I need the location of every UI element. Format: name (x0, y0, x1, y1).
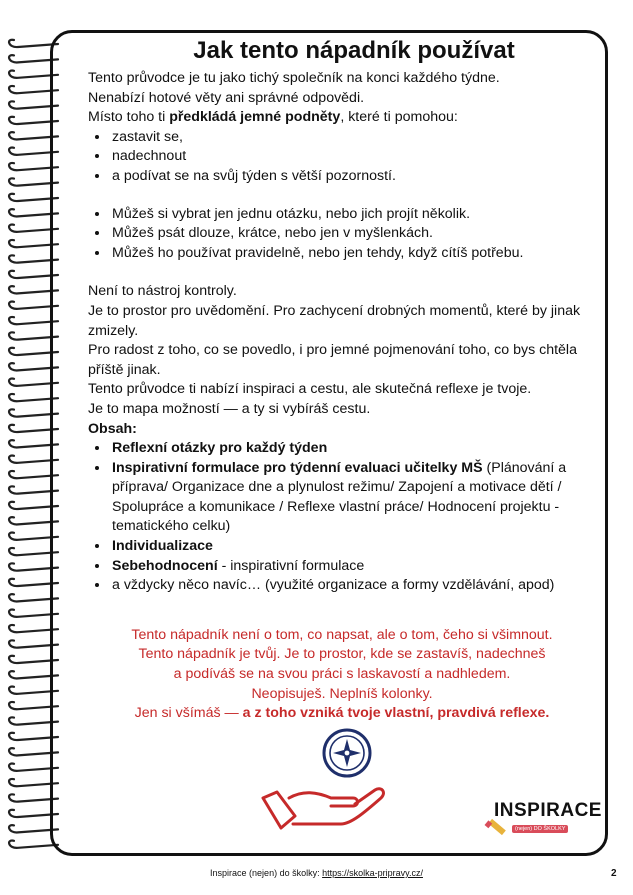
intro-line: Místo toho ti předkládá jemné podněty, které ti pomohou: (88, 109, 458, 126)
contents-item: • Individualizace (110, 537, 596, 557)
closing-line: Tento nápadník je tvůj. Je to prostor, kde se zastavíš, nadechneš (138, 646, 546, 663)
list-item: • Můžeš psát dlouze, krátce, nebo jen v myšlenkách. (110, 224, 596, 244)
list-item: • zastavit se, (110, 128, 596, 148)
page-footer (0, 868, 633, 878)
logo-wordmark: INSPIRACE (494, 800, 602, 821)
list-item: • Můžeš si vybrat jen jednu otázku, nebo jich projít několik. (110, 205, 596, 225)
closing-line: Jen si všímáš — a z toho vzniká tvoje vlastní, pravdivá reflexe. (134, 705, 550, 722)
contents-list (88, 439, 596, 596)
usage-options-list (88, 205, 596, 264)
contents-item: • a vždycky něco navíc… (využité organizace a formy vzdělávání, apod) (110, 576, 596, 596)
contents-heading: Obsah: (88, 420, 137, 437)
paragraph-line: Není to nástroj kontroly. (88, 283, 237, 300)
list-item: • nadechnout (110, 147, 596, 167)
inspirace-logo (484, 800, 602, 848)
compass-in-hand-illustration (255, 728, 395, 843)
reflection-steps-list (88, 128, 596, 187)
list-item: • a podívat se na svůj týden s větší pozorností. (110, 167, 596, 187)
paragraph-line: Je to prostor pro uvědomění. Pro zachycení drobných momentů, které by jinak zmizely. (88, 302, 581, 339)
contents-item: • Sebehodnocení - inspirativní formulace (110, 557, 596, 577)
intro-line: Tento průvodce je tu jako tichý společník na konci každého týdne. (88, 70, 500, 86)
intro-line: Nenabízí hotové věty ani správné odpovědi. (88, 89, 365, 106)
open-hand-icon (263, 789, 383, 828)
pencil-icon (484, 818, 510, 840)
closing-line: Tento nápadník není o tom, co napsat, ale o tom, čeho si všimnout. (131, 626, 553, 643)
contents-item: • Reflexní otázky pro každý týden (110, 439, 596, 459)
main-content (88, 36, 596, 724)
contents-item: • Inspirativní formulace pro týdenní evaluaci učitelky MŠ (Plánování a příprava/ Organizace dne a plynulost režimu/ Zapojení a motivace dětí / Spolupráce a komunikace / Reflexe vlastní práce/ Hodnocení projektu - tematického celku) (110, 459, 596, 537)
list-item: • Můžeš ho používat pravidelně, nebo jen tehdy, když cítíš potřebu. (110, 244, 596, 264)
footer-text: Inspirace (nejen) do školky: (210, 868, 323, 878)
closing-line: Neopisuješ. Neplníš kolonky. (251, 685, 433, 702)
paragraph-line: Je to mapa možností — a ty si vybíráš cestu. (88, 400, 371, 417)
paragraph-line: Tento průvodce ti nabízí inspiraci a cestu, ale skutečná reflexe je tvoje. (88, 381, 532, 398)
compass-icon (324, 730, 370, 776)
page-title: Jak tento nápadník používat (193, 37, 515, 64)
closing-line: a podíváš se na svou práci s laskavostí a nadhledem. (173, 666, 511, 683)
paragraph-line: Pro radost z toho, co se povedlo, i pro jemné pojmenování toho, co bys chtěla příště jinak. (88, 342, 577, 378)
closing-note (88, 626, 596, 724)
footer-link[interactable]: https://skolka-pripravy.cz/ (322, 868, 423, 878)
logo-tagline: (nejen) DO ŠKOLKY (512, 825, 568, 833)
page-number: 2 (611, 868, 617, 879)
